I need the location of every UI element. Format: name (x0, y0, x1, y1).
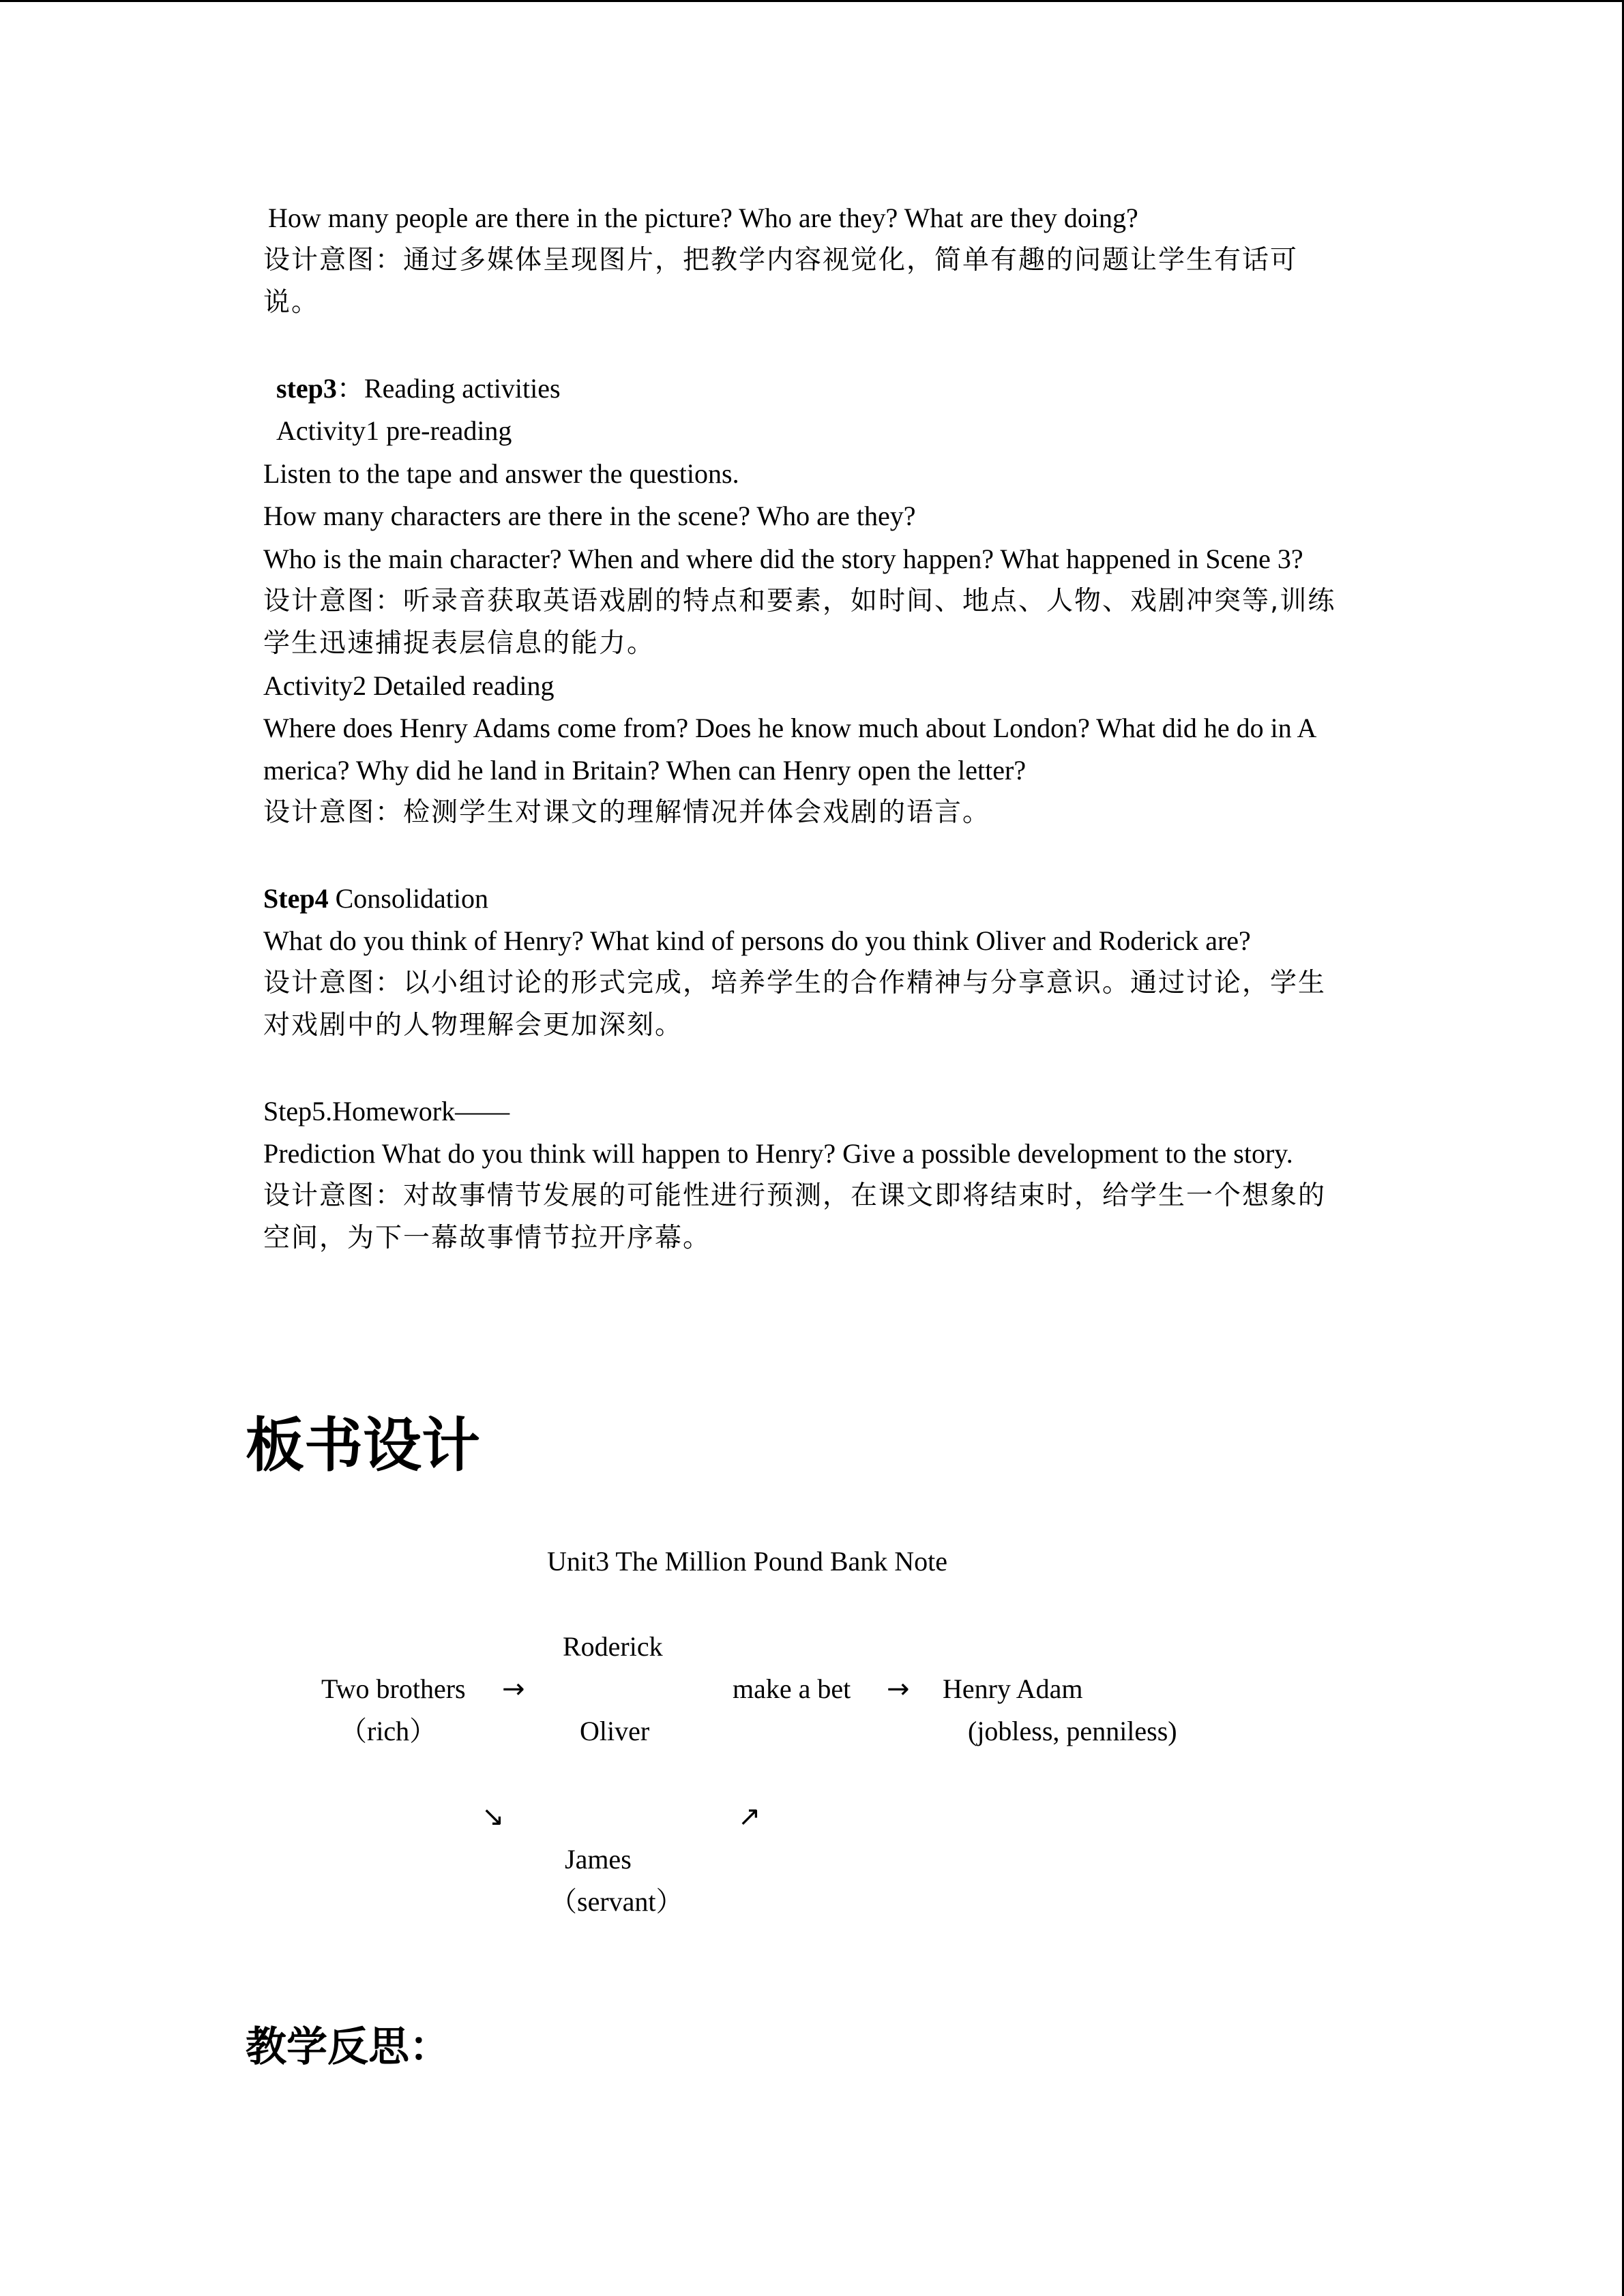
board-jobless: (jobless, penniless) (968, 1716, 1177, 1746)
step3-line3: Who is the main character? When and where did the story happen? What happened in Scene 3? (263, 543, 1303, 574)
intro-intent-line2: 说。 (263, 287, 320, 318)
board-oliver: Oliver (580, 1716, 650, 1746)
arrow-right-icon: → (887, 1673, 910, 1705)
step5-heading: Step5.Homework—— (263, 1096, 510, 1127)
step4-line1: What do you think of Henry? What kind of persons do you think Oliver and Roderick are? (263, 925, 1251, 956)
step3-intent-line2: 学生迅速捕捉表层信息的能力。 (263, 628, 655, 659)
page-border-top (0, 0, 1624, 2)
board-henry-adam: Henry Adam (943, 1673, 1083, 1704)
step3-intent-line1: 设计意图：听录音获取英语戏剧的特点和要素，如时间、地点、人物、戏剧冲突等,训练 (263, 586, 1336, 616)
board-rich: （rich） (340, 1716, 437, 1746)
step4-intent-line2: 对戏剧中的人物理解会更加深刻。 (263, 1010, 683, 1041)
step5-line1: Prediction What do you think will happen to Henry? Give a possible development to the story. (263, 1138, 1293, 1169)
step3-line1: Listen to the tape and answer the questions. (263, 458, 739, 489)
step3-line2: How many characters are there in the scene? Who are they? (263, 501, 916, 531)
step5-intent-line1: 设计意图：对故事情节发展的可能性进行预测，在课文即将结束时，给学生一个想象的 (263, 1180, 1327, 1211)
arrow-up-right-icon: ↗ (738, 1801, 761, 1832)
intro-questions: How many people are there in the picture? Who are they? What are they doing? (268, 203, 1138, 233)
arrow-right-icon: → (502, 1673, 525, 1705)
step4-intent-line1: 设计意图：以小组讨论的形式完成，培养学生的合作精神与分享意识。通过讨论，学生 (263, 968, 1327, 998)
intro-intent-line1: 设计意图：通过多媒体呈现图片，把教学内容视觉化，简单有趣的问题让学生有话可 (263, 245, 1299, 275)
step3-heading (276, 372, 561, 405)
activity2-title: Activity2 Detailed reading (263, 670, 555, 701)
step3-line5: merica? Why did he land in Britain? When can Henry open the letter? (263, 755, 1027, 786)
step4-label: Step4 (263, 883, 329, 914)
board-james: James (565, 1844, 632, 1875)
step3-label: step3 (276, 373, 337, 404)
step4-heading (263, 882, 488, 915)
board-title: Unit3 The Million Pound Bank Note (547, 1546, 948, 1577)
step3-intent2: 设计意图：检测学生对课文的理解情况并体会戏剧的语言。 (263, 797, 991, 828)
board-make-a-bet: make a bet (733, 1673, 851, 1704)
step5-intent-line2: 空间，为下一幕故事情节拉开序幕。 (263, 1223, 711, 1253)
board-servant: （servant） (550, 1886, 683, 1917)
board-heading: 板书设计 (246, 1412, 480, 1480)
arrow-down-right-icon: ↘ (482, 1801, 505, 1832)
board-two-brothers: Two brothers (321, 1673, 466, 1704)
board-roderick: Roderick (563, 1631, 663, 1662)
reflection-heading: 教学反思： (246, 2023, 450, 2071)
step3-title: ：Reading activities (336, 373, 561, 404)
step3-line4: Where does Henry Adams come from? Does he know much about London? What did he do in A (263, 713, 1317, 743)
activity1-title: Activity1 pre-reading (276, 415, 512, 446)
step4-title: Consolidation (328, 883, 489, 914)
